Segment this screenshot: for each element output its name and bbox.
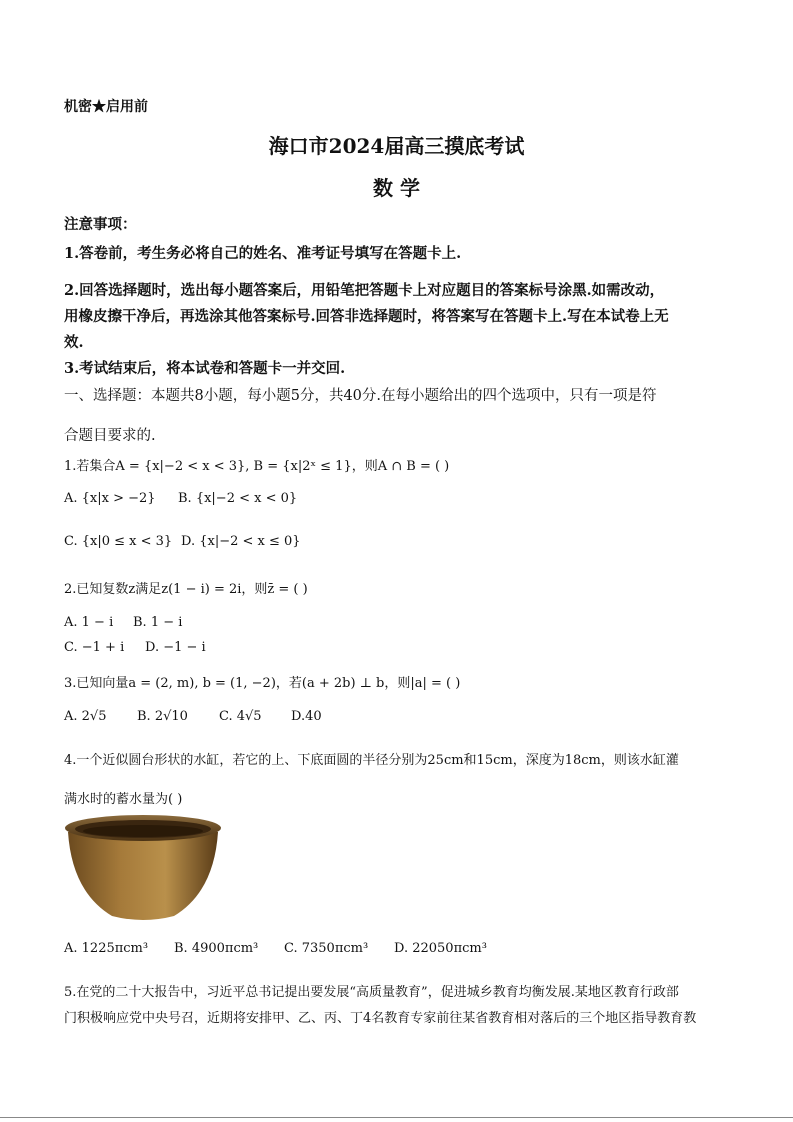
question-1-stem: 1.若集合A = {x|−2 < x < 3}, B = {x|2ˣ ≤ 1}，则A ∩ B = ( ) [64, 459, 450, 474]
page-bottom-divider [0, 1117, 793, 1118]
question-3-option-b: B. 2√10 [137, 709, 188, 724]
water-vat-image [62, 812, 224, 924]
notice-item-1: 1.答卷前，考生务必将自己的姓名、准考证号填写在答题卡上. [64, 245, 462, 262]
question-1-option-c: C. {x|0 ≤ x < 3} [64, 534, 173, 549]
question-1-option-b: B. {x|−2 < x < 0} [178, 491, 298, 506]
question-5-stem-line-1: 5.在党的二十大报告中，习近平总书记提出要发展“高质量教育”，促进城乡教育均衡发展.某地区教育行政部 [64, 985, 679, 1000]
question-5-stem-line-2: 门积极响应党中央号召，近期将安排甲、乙、丙、丁4名教育专家前往某省教育相对落后的三个地区指导教育教 [64, 1011, 697, 1026]
question-2-option-b: B. 1 − i [133, 615, 183, 630]
question-1-option-a: A. {x|x > −2} [64, 491, 156, 506]
question-3-stem: 3.已知向量a = (2, m), b = (1, −2)，若(a + 2b) ⊥ b，则|a| = ( ) [64, 676, 461, 691]
question-2-stem: 2.已知复数z满足z(1 − i) = 2i，则z̄ = ( ) [64, 582, 308, 597]
notice-item-3: 3.考试结束后，将本试卷和答题卡一并交回. [64, 360, 346, 377]
question-2-option-a: A. 1 − i [64, 615, 114, 630]
question-2-option-c: C. −1 + i [64, 640, 125, 655]
confidential-label: 机密★启用前 [64, 99, 148, 115]
question-4-option-d: D. 22050πcm³ [394, 941, 487, 956]
exam-title: 海口市2024届高三摸底考试 [268, 134, 525, 158]
question-4-stem-line-1: 4.一个近似圆台形状的水缸，若它的上、下底面圆的半径分别为25cm和15cm，深度为18cm，则该水缸灌 [64, 753, 679, 768]
question-3-option-c: C. 4√5 [219, 709, 262, 724]
question-4-option-b: B. 4900πcm³ [174, 941, 259, 956]
notice-item-2-line-1: 2.回答选择题时，选出每小题答案后，用铅笔把答题卡上对应题目的答案标号涂黑.如需改动， [64, 282, 665, 299]
notice-heading: 注意事项： [64, 216, 137, 233]
notice-item-2-line-2: 用橡皮擦干净后，再选涂其他答案标号.回答非选择题时，将答案写在答题卡上.写在本试卷上无 [64, 308, 669, 325]
section-1-heading-line-1: 一、选择题：本题共8小题，每小题5分，共40分.在每小题给出的四个选项中，只有一项是符 [64, 388, 657, 404]
section-1-heading-line-2: 合题目要求的. [64, 428, 156, 444]
question-4-stem-line-2: 满水时的蓄水量为( ) [64, 792, 183, 807]
question-3-option-a: A. 2√5 [64, 709, 107, 724]
question-1-option-d: D. {x|−2 < x ≤ 0} [181, 534, 301, 549]
question-4-option-c: C. 7350πcm³ [284, 941, 369, 956]
question-3-option-d: D.40 [291, 709, 322, 724]
question-2-option-d: D. −1 − i [145, 640, 206, 655]
question-4-option-a: A. 1225πcm³ [64, 941, 149, 956]
notice-item-2-line-3: 效. [64, 334, 84, 351]
subject-title: 数 学 [373, 176, 420, 200]
